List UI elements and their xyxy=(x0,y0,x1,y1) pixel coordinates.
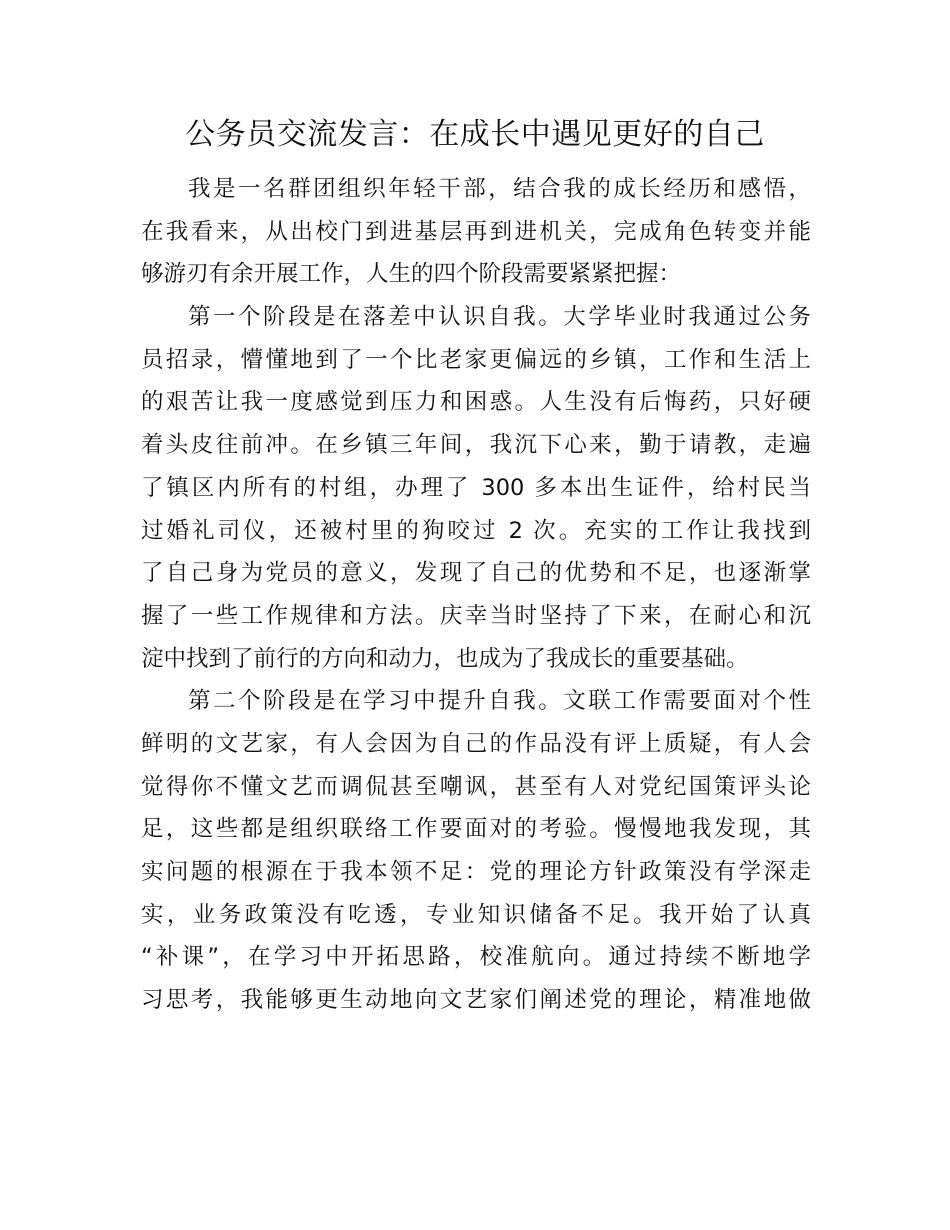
text-line: 员招录，懵懂地到了一个比老家更偏远的乡镇，工作和生活上 xyxy=(141,346,811,373)
text-line: 实问题的根源在于我本领不足：党的理论方针政策没有学深走 xyxy=(141,859,811,885)
text-line: 握了一些工作规律和方法。庆幸当时坚持了下来，在耐心和沉 xyxy=(141,602,811,629)
document-body xyxy=(141,168,811,1022)
text-line: 着头皮往前冲。在乡镇三年间，我沉下心来，勤于请教，走遍 xyxy=(141,432,811,459)
paragraph-stage-one xyxy=(141,296,811,680)
paragraph-intro xyxy=(141,168,811,296)
text-line: 过婚礼司仪，还被村里的狗咬过 2 次。充实的工作让我找到 xyxy=(141,517,811,544)
text-line: 鲜明的文艺家，有人会因为自己的作品没有评上质疑，有人会 xyxy=(141,730,811,757)
text-line: 在我看来，从出校门到进基层再到进机关，完成角色转变并能 xyxy=(141,218,811,245)
text-line: 足，这些都是组织联络工作要面对的考验。慢慢地我发现，其 xyxy=(141,816,811,843)
text-line: 觉得你不懂文艺而调侃甚至嘲讽，甚至有人对党纪国策评头论 xyxy=(141,773,811,800)
text-line: 第一个阶段是在落差中认识自我。大学毕业时我通过公务 xyxy=(188,304,811,331)
text-line: 第二个阶段是在学习中提升自我。文联工作需要面对个性 xyxy=(188,688,811,715)
text-line: 我是一名群团组织年轻干部，结合我的成长经历和感悟， xyxy=(188,176,811,202)
text-line: 了自己身为党员的意义，发现了自己的优势和不足，也逐渐掌 xyxy=(141,560,811,587)
text-line: 的艰苦让我一度感觉到压力和困惑。人生没有后悔药，只好硬 xyxy=(141,389,811,416)
text-line: 实，业务政策没有吃透，专业知识储备不足。我开始了认真 xyxy=(141,901,811,928)
paragraph-stage-two xyxy=(141,680,811,1022)
text-line: “补课”，在学习中开拓思路，校准航向。通过持续不断地学 xyxy=(141,944,811,971)
text-line: 了镇区内所有的村组，办理了 300 多本出生证件，给村民当 xyxy=(141,474,811,501)
text-line: 够游刃有余开展工作，人生的四个阶段需要紧紧把握： xyxy=(141,261,682,288)
text-line: 习思考，我能够更生动地向文艺家们阐述党的理论，精准地做 xyxy=(141,987,811,1014)
document-title: 公务员交流发言：在成长中遇见更好的自己 xyxy=(185,117,765,152)
text-line: 淀中找到了前行的方向和动力，也成为了我成长的重要基础。 xyxy=(141,645,749,672)
